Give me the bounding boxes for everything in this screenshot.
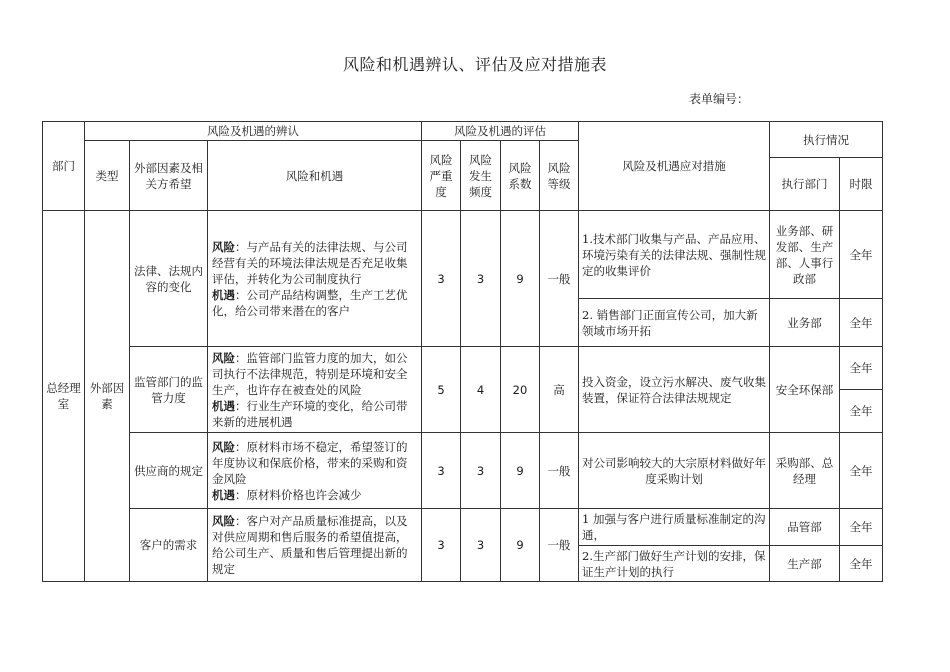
exec-dept-cell: 采购部、总经理 bbox=[770, 433, 840, 509]
deadline-cell: 全年 bbox=[840, 433, 883, 509]
header-frequency: 风险发生频度 bbox=[461, 141, 501, 211]
deadline-cell: 全年 bbox=[840, 509, 883, 546]
table-row bbox=[43, 211, 883, 299]
exec-dept-cell: 品管部 bbox=[770, 509, 840, 546]
factor-cell: 供应商的规定 bbox=[130, 433, 208, 509]
measure-cell: 1 加强与客户进行质量标准制定的沟通， bbox=[579, 509, 770, 546]
header-level: 风险等级 bbox=[540, 141, 579, 211]
severity-cell: 3 bbox=[422, 211, 461, 347]
level-cell: 一般 bbox=[540, 509, 579, 582]
factor-type-cell: 外部因素 bbox=[85, 211, 130, 582]
opportunity-label: 机遇 bbox=[212, 287, 235, 302]
level-cell: 一般 bbox=[540, 211, 579, 347]
header-exec-dept: 执行部门 bbox=[770, 158, 840, 211]
header-risk-opportunity: 风险和机遇 bbox=[208, 141, 422, 211]
header-group-execution: 执行情况 bbox=[770, 122, 883, 158]
frequency-cell: 3 bbox=[461, 433, 501, 509]
header-group-evaluate: 风险及机遇的评估 bbox=[422, 122, 579, 141]
header-external-factors: 外部因素及相关方希望 bbox=[130, 141, 208, 211]
risk-label: 风险 bbox=[212, 239, 235, 254]
header-row-1 bbox=[43, 122, 883, 141]
opportunity-text: ：公司产品结构调整，生产工艺优化，给公司带来潜在的客户 bbox=[212, 287, 408, 318]
header-measures: 风险及机遇应对措施 bbox=[579, 122, 770, 211]
department-cell: 总经理室 bbox=[43, 211, 85, 582]
coefficient-cell: 9 bbox=[501, 211, 540, 347]
measure-cell: 对公司影响较大的大宗原材料做好年度采购计划 bbox=[579, 433, 770, 509]
opportunity-label: 机遇 bbox=[212, 487, 235, 502]
header-dept: 部门 bbox=[43, 122, 85, 211]
table-row bbox=[43, 433, 883, 509]
document-title: 风险和机遇辨认、评估及应对措施表 bbox=[342, 55, 607, 74]
severity-cell: 5 bbox=[422, 347, 461, 433]
risk-opportunity-cell bbox=[208, 347, 422, 433]
frequency-cell: 4 bbox=[461, 347, 501, 433]
header-group-identify: 风险及机遇的辨认 bbox=[85, 122, 422, 141]
risk-text: ：原材料市场不稳定，希望签订的年度协议和保底价格，带来的采购和资金风险 bbox=[212, 439, 408, 486]
factor-cell: 客户的需求 bbox=[130, 509, 208, 582]
header-deadline: 时限 bbox=[840, 158, 883, 211]
frequency-cell: 3 bbox=[461, 509, 501, 582]
deadline-cell: 全年 bbox=[840, 299, 883, 347]
form-number-label: 表单编号： bbox=[689, 92, 750, 106]
risk-label: 风险 bbox=[212, 350, 235, 365]
risk-opportunity-cell bbox=[208, 433, 422, 509]
exec-dept-cell: 业务部 bbox=[770, 299, 840, 347]
measure-cell: 1.技术部门收集与产品、产品应用、环境污染有关的法律法规、强制性规定的收集评价 bbox=[579, 211, 770, 299]
risk-text: ：监管部门监管力度的加大，如公司执行不法律规范，特别是环境和安全生产，也许存在被查处的风险 bbox=[212, 350, 408, 397]
table-row bbox=[43, 509, 883, 546]
header-type: 类型 bbox=[85, 141, 130, 211]
opportunity-text: ：原材料价格也许会减少 bbox=[235, 487, 362, 502]
risk-label: 风险 bbox=[212, 439, 235, 454]
measure-cell: 2.生产部门做好生产计划的安排，保证生产计划的执行 bbox=[579, 546, 770, 582]
severity-cell: 3 bbox=[422, 509, 461, 582]
coefficient-cell: 20 bbox=[501, 347, 540, 433]
deadline-cell: 全年 bbox=[840, 390, 883, 433]
exec-dept-cell: 生产部 bbox=[770, 546, 840, 582]
risk-opportunity-cell bbox=[208, 509, 422, 582]
coefficient-cell: 9 bbox=[501, 433, 540, 509]
opportunity-text: ：行业生产环境的变化，给公司带来新的进展机遇 bbox=[212, 398, 408, 429]
measure-cell: 2. 销售部门正面宣传公司，加大新领域市场开拓 bbox=[579, 299, 770, 347]
exec-dept-cell: 业务部、研发部、生产部、人事行政部 bbox=[770, 211, 840, 299]
measure-cell: 投入资金，设立污水解决、废气收集装置，保证符合法律法规规定 bbox=[579, 347, 770, 433]
level-cell: 高 bbox=[540, 347, 579, 433]
risk-text: ：与产品有关的法律法规、与公司经营有关的环境法律法规是否充足收集评估，并转化为公司制度执行 bbox=[212, 239, 408, 286]
coefficient-cell: 9 bbox=[501, 509, 540, 582]
level-cell: 一般 bbox=[540, 433, 579, 509]
table-row bbox=[43, 347, 883, 390]
deadline-cell: 全年 bbox=[840, 211, 883, 299]
deadline-cell: 全年 bbox=[840, 546, 883, 582]
severity-cell: 3 bbox=[422, 433, 461, 509]
deadline-cell: 全年 bbox=[840, 347, 883, 390]
header-coefficient: 风险系数 bbox=[501, 141, 540, 211]
frequency-cell: 3 bbox=[461, 211, 501, 347]
exec-dept-cell: 安全环保部 bbox=[770, 347, 840, 433]
factor-cell: 监管部门的监管力度 bbox=[130, 347, 208, 433]
risk-text: ：客户对产品质量标准提高，以及对供应周期和售后服务的希望值提高，给公司生产、质量和售后管理提出新的规定 bbox=[212, 514, 408, 576]
risk-assessment-table bbox=[42, 121, 883, 582]
factor-cell: 法律、法规内容的变化 bbox=[130, 211, 208, 347]
risk-label: 风险 bbox=[212, 514, 235, 528]
opportunity-label: 机遇 bbox=[212, 398, 235, 413]
risk-opportunity-cell bbox=[208, 211, 422, 347]
header-severity: 风险严重度 bbox=[422, 141, 461, 211]
